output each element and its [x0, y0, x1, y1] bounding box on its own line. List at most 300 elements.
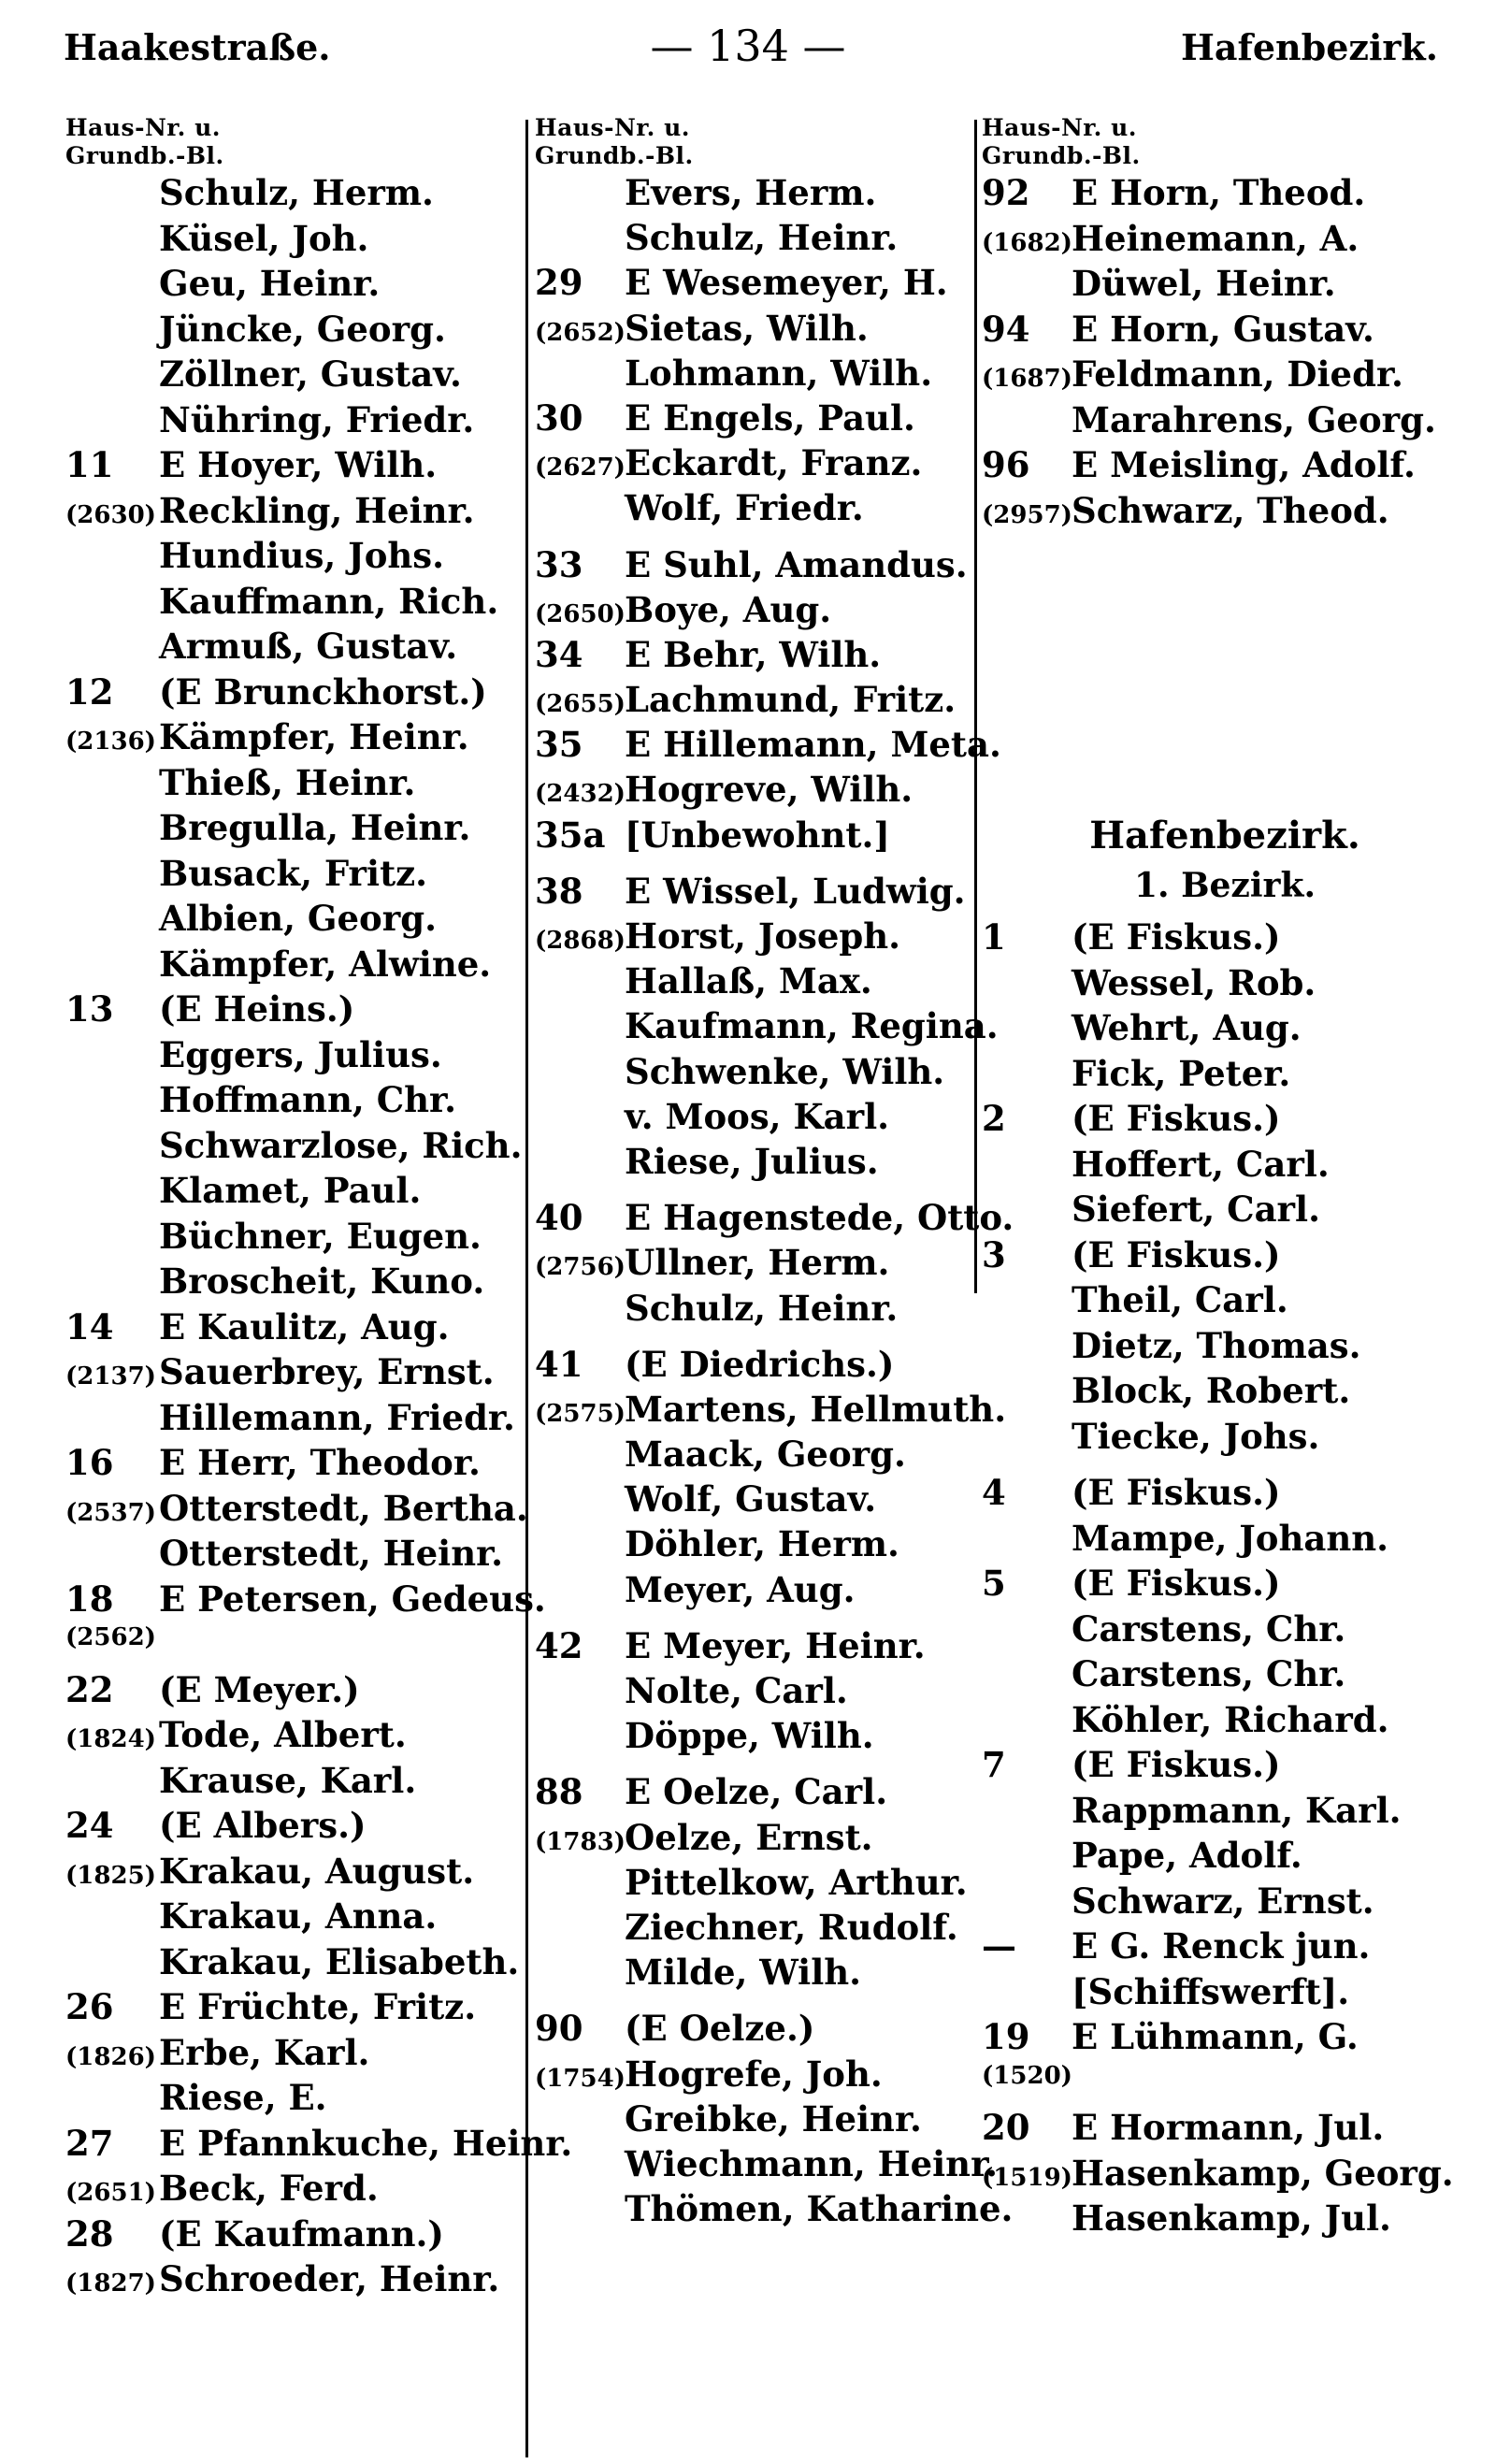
directory-entry [535, 2053, 974, 2098]
resident-name: Ziechner, Rudolf. [625, 1906, 958, 1948]
resident-name: Meyer, Aug. [625, 1568, 856, 1610]
grundbuch-number: (1825) [65, 1861, 156, 1890]
resident-name: Marahrens, Georg. [1072, 398, 1436, 440]
resident-name: (E Fiskus.) [1072, 1098, 1281, 1139]
grundbuch-number: (1827) [65, 2269, 156, 2298]
directory-entry [65, 353, 533, 399]
resident-name: E Hormann, Jul. [1072, 2107, 1385, 2148]
house-number: 88 [535, 1771, 583, 1813]
resident-name: Hoffert, Carl. [1072, 1143, 1330, 1185]
directory-entry [65, 1397, 533, 1443]
directory-entry [982, 263, 1468, 309]
resident-name: Eckardt, Franz. [625, 442, 923, 484]
spacer [982, 535, 1468, 602]
directory-entry [65, 1488, 533, 1534]
directory-entry [535, 1952, 974, 1996]
resident-name: E Hoyer, Wilh. [159, 444, 438, 485]
directory-entry [65, 1533, 533, 1578]
directory-entry [982, 1653, 1468, 1699]
directory-entry [65, 716, 533, 762]
house-number: 27 [65, 2122, 114, 2164]
resident-name: Otterstedt, Heinr. [159, 1533, 504, 1574]
directory-entry [982, 1325, 1468, 1371]
resident-name: Kaufmann, Regina. [625, 1005, 999, 1047]
resident-name: Maack, Georg. [625, 1434, 906, 1476]
resident-name: Krause, Karl. [159, 1759, 417, 1801]
directory-entry [982, 1370, 1468, 1416]
resident-name: (E Brunckhorst.) [159, 670, 487, 713]
column-header-line: Haus-Nr. u. [982, 114, 1137, 141]
directory-entry [65, 309, 533, 354]
resident-name: Kämpfer, Heinr. [159, 716, 469, 757]
directory-entry [982, 1880, 1468, 1926]
house-number: 5 [982, 1563, 1006, 1604]
directory-entry [535, 2008, 974, 2053]
resident-name: Hogreve, Wilh. [625, 769, 913, 811]
directory-entry [535, 960, 974, 1005]
directory-entry [982, 1608, 1468, 1654]
house-number: 20 [982, 2107, 1030, 2148]
resident-name: Dietz, Thomas. [1072, 1324, 1361, 1366]
resident-name: Bregulla, Heinr. [159, 807, 471, 848]
directory-entry [982, 1053, 1468, 1099]
column-header-line: Grundb.-Bl. [982, 142, 1141, 169]
resident-name: E G. Renck jun. [1072, 1925, 1371, 1967]
directory-entry [982, 1971, 1468, 2017]
resident-name: (E Kaufmann.) [159, 2212, 444, 2255]
directory-entry [535, 1715, 974, 1760]
house-number: 4 [982, 1472, 1006, 1513]
resident-name: Hallaß, Max. [625, 960, 872, 1002]
resident-name: Block, Robert. [1072, 1370, 1351, 1411]
spacer [535, 1996, 974, 2008]
directory-entry [65, 626, 533, 671]
directory-entry [535, 1523, 974, 1568]
directory-entry [535, 1625, 974, 1670]
resident-name: Otterstedt, Bertha. [159, 1487, 528, 1529]
directory-entry [65, 1986, 533, 2032]
resident-name: E Behr, Wilh. [625, 633, 882, 675]
resident-name: E Wesemeyer, H. [625, 262, 948, 304]
directory-entry [535, 1771, 974, 1816]
directory-entry [65, 898, 533, 944]
directory-entry [65, 1216, 533, 1261]
resident-name: (E Albers.) [159, 1805, 367, 1846]
directory-entry [982, 353, 1468, 399]
directory-entry [65, 490, 533, 536]
house-number: 14 [65, 1305, 114, 1347]
directory-entry [65, 535, 533, 581]
house-number: 16 [65, 1442, 114, 1483]
directory-entry [65, 2122, 573, 2169]
grundbuch-number: (2868) [535, 927, 626, 955]
spacer [535, 1614, 974, 1625]
house-number: 40 [535, 1197, 583, 1239]
house-number: 18 [65, 1578, 114, 1620]
resident-name: Pittelkow, Arthur. [625, 1861, 968, 1903]
resident-name: (E Fiskus.) [1072, 1744, 1281, 1785]
house-number: 11 [65, 444, 114, 485]
resident-name: Ullner, Herm. [625, 1242, 890, 1284]
resident-name: Wiechmann, Heinr. [625, 2142, 999, 2184]
directory-entry [982, 1144, 1468, 1189]
directory-entry [65, 1941, 533, 1987]
directory-entry [535, 814, 974, 859]
resident-name: Wolf, Gustav. [625, 1478, 877, 1520]
directory-entry [65, 2168, 533, 2213]
resident-name: Greibke, Heinr. [625, 2097, 922, 2140]
directory-entry [535, 1005, 999, 1050]
resident-name: E Kaulitz, Aug. [159, 1305, 450, 1347]
house-number: 35 [535, 724, 583, 766]
resident-name: Küsel, Joh. [159, 217, 369, 259]
spacer [535, 859, 974, 871]
column-header-line: Grundb.-Bl. [535, 142, 694, 169]
directory-entry [65, 444, 533, 490]
resident-name: Heinemann, A. [1072, 217, 1359, 259]
house-number: 26 [65, 1986, 114, 2027]
grundbuch-number: (2957) [982, 500, 1072, 529]
resident-name: Zöllner, Gustav. [159, 353, 462, 395]
directory-entry [65, 2032, 533, 2078]
resident-name: Hasenkamp, Georg. [1072, 2152, 1454, 2194]
directory-entry [982, 2197, 1468, 2243]
resident-name: Hoffmann, Chr. [159, 1079, 457, 1120]
grundbuch-number: (2136) [65, 728, 156, 756]
resident-name: [Unbewohnt.] [625, 814, 890, 856]
directory-entry [535, 1434, 974, 1478]
house-number: 13 [65, 988, 114, 1030]
grundbuch-number: (2651) [65, 2179, 156, 2207]
spacer [535, 1333, 974, 1344]
resident-name: (E Fiskus.) [1072, 916, 1281, 958]
house-number: 34 [535, 633, 583, 675]
resident-name: Busack, Fritz. [159, 852, 428, 894]
directory-entry [535, 871, 974, 915]
resident-name: Fick, Peter. [1072, 1052, 1291, 1094]
grundbuch-number: (1754) [535, 2064, 626, 2093]
resident-name: Milde, Wilh. [625, 1952, 862, 1994]
grundbuch-number: (2627) [535, 454, 626, 483]
house-number: 28 [65, 2212, 114, 2255]
directory-entry [982, 962, 1468, 1008]
house-number: 38 [535, 870, 583, 912]
resident-name: (E Fiskus.) [1072, 1563, 1281, 1604]
resident-name: Wehrt, Aug. [1072, 1007, 1302, 1048]
directory-entry [982, 1007, 1468, 1053]
resident-name: E Hagenstede, Otto. [625, 1197, 1014, 1239]
resident-name: E Lühmann, G. [1072, 2016, 1359, 2057]
resident-name: Düwel, Heinr. [1072, 263, 1336, 304]
resident-name: Theil, Carl. [1072, 1279, 1288, 1320]
resident-name: Armuß, Gustav. [159, 626, 458, 667]
running-head-left: Haakestraße. [64, 26, 331, 68]
resident-name: E Herr, Theodor. [159, 1442, 481, 1483]
resident-name: Wessel, Rob. [1072, 961, 1316, 1003]
directory-entry [535, 1907, 974, 1952]
directory-entry [65, 1623, 533, 1669]
spacer [982, 670, 1468, 737]
directory-entry [65, 762, 533, 808]
directory-entry [535, 724, 1001, 769]
resident-name: E Meisling, Adolf. [1072, 444, 1416, 485]
directory-entry [982, 1189, 1468, 1234]
directory-entry [982, 1098, 1468, 1144]
resident-name: Tode, Albert. [159, 1714, 407, 1755]
resident-name: E Petersen, Gedeus. [159, 1578, 546, 1620]
resident-name: E Suhl, Amandus. [625, 543, 968, 585]
directory-entry [982, 1835, 1468, 1880]
directory-entry [982, 172, 1468, 218]
house-number: 33 [535, 543, 583, 585]
grundbuch-number: (1826) [65, 2042, 156, 2071]
resident-name: Jüncke, Georg. [159, 308, 446, 350]
resident-name: Thömen, Katharine. [625, 2188, 1014, 2230]
grundbuch-number: (2432) [535, 780, 626, 809]
house-number: 42 [535, 1624, 583, 1666]
grundbuch-number: (2537) [65, 1498, 156, 1527]
resident-name: Albien, Georg. [159, 898, 437, 939]
resident-name: Riese, E. [159, 2077, 327, 2118]
house-number: 29 [535, 262, 583, 304]
directory-entry [65, 1895, 533, 1941]
house-number: 30 [535, 396, 583, 439]
directory-entry [982, 1472, 1468, 1518]
house-number: 94 [982, 308, 1030, 350]
column-divider [974, 120, 977, 1293]
directory-entry [535, 1344, 974, 1389]
resident-name: Hillemann, Friedr. [159, 1396, 515, 1438]
resident-name: Schulz, Herm. [159, 172, 434, 213]
directory-entry [982, 1699, 1468, 1745]
directory-entry [65, 581, 533, 627]
grundbuch-number: (1519) [982, 2163, 1072, 2192]
directory-entry [982, 490, 1468, 536]
grundbuch-number: (2650) [535, 599, 626, 628]
spacer [982, 737, 1468, 804]
directory-entry [982, 444, 1468, 490]
section-title: Hafenbezirk. [1089, 814, 1360, 857]
house-number: 3 [982, 1233, 1006, 1275]
column-header [65, 114, 533, 172]
directory-entry [982, 2016, 1468, 2062]
directory-entry [535, 769, 974, 814]
house-number: 12 [65, 670, 114, 713]
grundbuch-number: (2756) [535, 1253, 626, 1282]
resident-name: (E Heins.) [159, 988, 355, 1030]
directory-entry [535, 1288, 974, 1333]
directory-entry [65, 1351, 533, 1397]
grundbuch-number: (2655) [535, 690, 626, 719]
directory-entry [535, 487, 974, 532]
resident-name: Schulz, Heinr. [625, 1287, 899, 1329]
resident-name: (E Fiskus.) [1072, 1472, 1281, 1513]
spacer [535, 1186, 974, 1197]
directory-entry [982, 1744, 1468, 1790]
grundbuch-number: (2575) [535, 1399, 626, 1428]
resident-name: Martens, Hellmuth. [625, 1388, 1007, 1430]
resident-name: Riese, Julius. [625, 1140, 879, 1182]
house-number: 7 [982, 1744, 1006, 1785]
directory-entry [982, 1925, 1468, 1971]
directory-entry [982, 1518, 1468, 1563]
resident-name: Rappmann, Karl. [1072, 1789, 1402, 1831]
resident-name: E Pfannkuche, Heinr. [159, 2122, 573, 2164]
directory-entry [535, 2142, 999, 2188]
resident-name: Broscheit, Kuno. [159, 1261, 485, 1302]
directory-entry [535, 1051, 974, 1096]
directory-entry [535, 589, 974, 634]
resident-name: Krakau, Anna. [159, 1895, 438, 1937]
resident-name: Hundius, Johs. [159, 535, 444, 576]
house-number: 24 [65, 1805, 114, 1846]
resident-name: Boye, Aug. [625, 588, 832, 630]
resident-name: Carstens, Chr. [1072, 1653, 1346, 1694]
directory-entry [535, 262, 974, 307]
spacer [982, 1461, 1468, 1472]
resident-name: Siefert, Carl. [1072, 1189, 1320, 1230]
grundbuch-number: (2630) [65, 500, 156, 529]
page-number: — 134 — [650, 21, 846, 71]
directory-entry [65, 1851, 533, 1896]
house-number: 19 [982, 2016, 1030, 2057]
resident-name: Tiecke, Johs. [1072, 1415, 1320, 1457]
resident-name: Schwarz, Ernst. [1072, 1880, 1374, 1922]
directory-entry [65, 2258, 533, 2304]
resident-name: Thieß, Heinr. [159, 761, 416, 803]
resident-name: E Früchte, Fritz. [159, 1986, 477, 2027]
grundbuch-number: (1682) [982, 228, 1072, 257]
directory-entry [535, 308, 974, 353]
directory-entry [982, 218, 1468, 264]
directory-entry [65, 1079, 533, 1125]
resident-name: (E Oelze.) [625, 2008, 815, 2050]
grundbuch-number: (2562) [65, 1623, 156, 1651]
directory-entry [65, 1760, 533, 1806]
resident-name: v. Moos, Karl. [625, 1095, 890, 1137]
directory-entry [65, 1261, 533, 1306]
directory-entry [535, 544, 974, 589]
resident-name: Feldmann, Diedr. [1072, 353, 1403, 395]
directory-entry [535, 1569, 974, 1614]
directory-entry [982, 2062, 1468, 2108]
house-number: — [982, 1925, 1016, 1967]
directory-entry [535, 1862, 974, 1907]
grundbuch-number: (1783) [535, 1827, 626, 1856]
resident-name: [Schiffswerft]. [1072, 1970, 1350, 2012]
directory-entry [65, 399, 533, 445]
resident-name: Hogrefe, Joh. [625, 2053, 883, 2095]
directory-entry [65, 218, 533, 264]
grundbuch-number: (2652) [535, 318, 626, 347]
directory-entry [535, 442, 974, 487]
directory-entry [65, 172, 533, 218]
directory-entry [65, 1578, 546, 1624]
directory-entry [982, 916, 1468, 962]
directory-entry [982, 1234, 1468, 1280]
directory-entry [535, 1670, 974, 1715]
directory-entry [535, 217, 974, 262]
resident-name: Lachmund, Fritz. [625, 679, 957, 721]
resident-name: Nühring, Friedr. [159, 398, 475, 440]
directory-entry [982, 1279, 1468, 1325]
directory-entry [982, 2153, 1468, 2198]
resident-name: Reckling, Heinr. [159, 489, 475, 531]
column-header-line: Haus-Nr. u. [535, 114, 690, 141]
resident-name: Döppe, Wilh. [625, 1715, 874, 1757]
resident-name: Pape, Adolf. [1072, 1835, 1302, 1876]
directory-entry [535, 1817, 974, 1862]
grundbuch-number: (1520) [982, 2061, 1072, 2090]
resident-name: (E Meyer.) [159, 1668, 360, 1710]
resident-name: (E Fiskus.) [1072, 1233, 1281, 1275]
running-head-right: Hafenbezirk. [1180, 26, 1438, 68]
resident-name: Wolf, Friedr. [625, 487, 864, 529]
resident-name: Schroeder, Heinr. [159, 2258, 500, 2299]
directory-entry [982, 1790, 1468, 1836]
resident-name: Klamet, Paul. [159, 1170, 422, 1211]
resident-name: Döhler, Herm. [625, 1523, 899, 1565]
directory-entry [65, 1306, 533, 1352]
directory-entry [535, 1242, 974, 1287]
spacer [535, 533, 974, 544]
resident-name: Sauerbrey, Ernst. [159, 1351, 495, 1392]
grundbuch-number: (2137) [65, 1362, 156, 1391]
directory-entry [65, 853, 533, 899]
resident-name: E Horn, Gustav. [1072, 308, 1374, 350]
directory-entry [65, 1442, 533, 1488]
directory-entry [535, 397, 974, 442]
directory-entry [535, 1141, 974, 1186]
directory-entry [535, 1096, 974, 1141]
resident-name: E Engels, Paul. [625, 396, 915, 439]
resident-name: E Hillemann, Meta. [625, 724, 1001, 766]
house-number: 92 [982, 172, 1030, 213]
spacer [982, 602, 1468, 670]
directory-entry [65, 1034, 533, 1080]
directory-entry [535, 1197, 1014, 1242]
resident-name: Nolte, Carl. [625, 1670, 848, 1711]
directory-entry [535, 1478, 974, 1523]
directory-entry [535, 634, 974, 679]
directory-entry [535, 915, 974, 960]
house-number: 35a [535, 814, 606, 856]
resident-name: Lohmann, Wilh. [625, 352, 933, 394]
directory-entry [535, 1388, 1007, 1434]
column-header [535, 114, 974, 172]
directory-entry [535, 353, 974, 397]
directory-entry [65, 1805, 533, 1851]
resident-name: Krakau, Elisabeth. [159, 1940, 520, 1982]
directory-entry [65, 2213, 533, 2259]
resident-name: Beck, Ferd. [159, 2168, 379, 2209]
directory-entry [982, 399, 1468, 445]
resident-name: E Oelze, Carl. [625, 1771, 888, 1813]
resident-name: Schwarz, Theod. [1072, 489, 1389, 531]
directory-entry [65, 1170, 533, 1216]
directory-entry [65, 1669, 533, 1715]
resident-name: Geu, Heinr. [159, 263, 381, 304]
resident-name: Hasenkamp, Jul. [1072, 2197, 1391, 2239]
resident-name: E Horn, Theod. [1072, 172, 1366, 213]
resident-name: Kauffmann, Rich. [159, 580, 499, 622]
directory-entry [535, 2188, 1014, 2233]
resident-name: Kämpfer, Alwine. [159, 943, 492, 985]
house-number: 1 [982, 916, 1006, 958]
directory-entry [982, 1563, 1468, 1608]
house-number: 90 [535, 2008, 583, 2050]
resident-name: (E Diedrichs.) [625, 1343, 895, 1385]
